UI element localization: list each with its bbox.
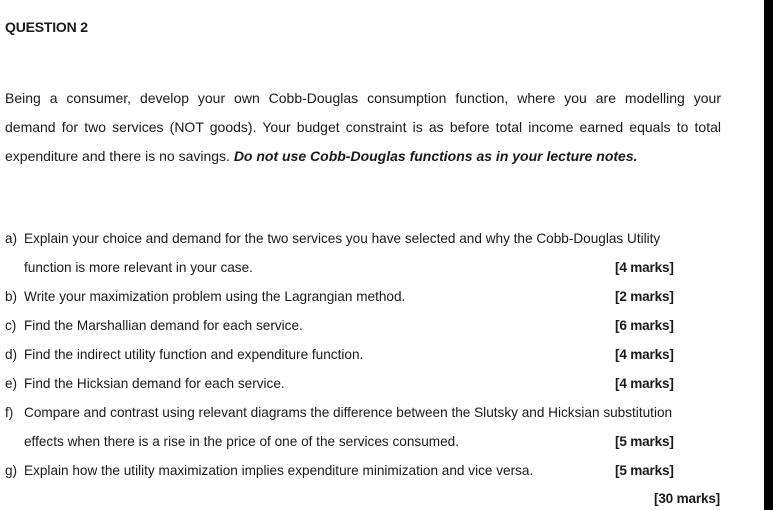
item-d-marks: [4 marks] (615, 347, 674, 362)
intro-line-2: demand for two services (NOT goods). Your budget constraint is as before total income earned equals to total (5, 119, 721, 135)
total-marks: [30 marks] (654, 491, 721, 506)
item-a-line-2: function is more relevant in your case. (24, 260, 253, 275)
intro-line-3-text: expenditure and there is no savings. (5, 148, 234, 164)
item-g-line-1: Explain how the utility maximization implies expenditure minimization and vice versa. (24, 463, 534, 478)
item-e-label: e) (5, 376, 18, 391)
item-e-line-1: Find the Hicksian demand for each service. (24, 376, 285, 391)
item-c-line-1: Find the Marshallian demand for each service. (24, 318, 303, 333)
intro-line-1: Being a consumer, develop your own Cobb-Douglas consumption function, where you are modelling your (5, 90, 721, 106)
intro-line-3 (5, 142, 721, 171)
item-g-label: g) (5, 463, 18, 478)
item-f-marks: [5 marks] (615, 434, 674, 449)
item-b-line-1: Write your maximization problem using the Lagrangian method. (24, 289, 406, 304)
item-d-label: d) (5, 347, 18, 362)
intro-emphasis: Do not use Cobb-Douglas functions as in your lecture notes. (233, 148, 638, 164)
item-b-label: b) (5, 289, 18, 304)
item-e-marks: [4 marks] (615, 376, 674, 391)
item-f-label: f) (5, 405, 14, 420)
question-intro (5, 84, 721, 171)
item-d-line-1: Find the indirect utility function and expenditure function. (24, 347, 364, 362)
item-a-marks: [4 marks] (615, 260, 674, 275)
item-f-line-2: effects when there is a rise in the price of one of the services consumed. (24, 434, 459, 449)
item-c-label: c) (5, 318, 17, 333)
item-a-line-1: Explain your choice and demand for the two services you have selected and why the Cobb-Douglas Utility (24, 231, 661, 246)
question-heading: QUESTION 2 (5, 19, 88, 35)
item-c-marks: [6 marks] (615, 318, 674, 333)
item-g-marks: [5 marks] (615, 463, 674, 478)
item-b-marks: [2 marks] (615, 289, 674, 304)
item-f-line-1: Compare and contrast using relevant diagrams the difference between the Slutsky and Hicksian substitution (24, 405, 673, 420)
right-edge-bar (764, 0, 773, 510)
item-a-label: a) (5, 231, 18, 246)
